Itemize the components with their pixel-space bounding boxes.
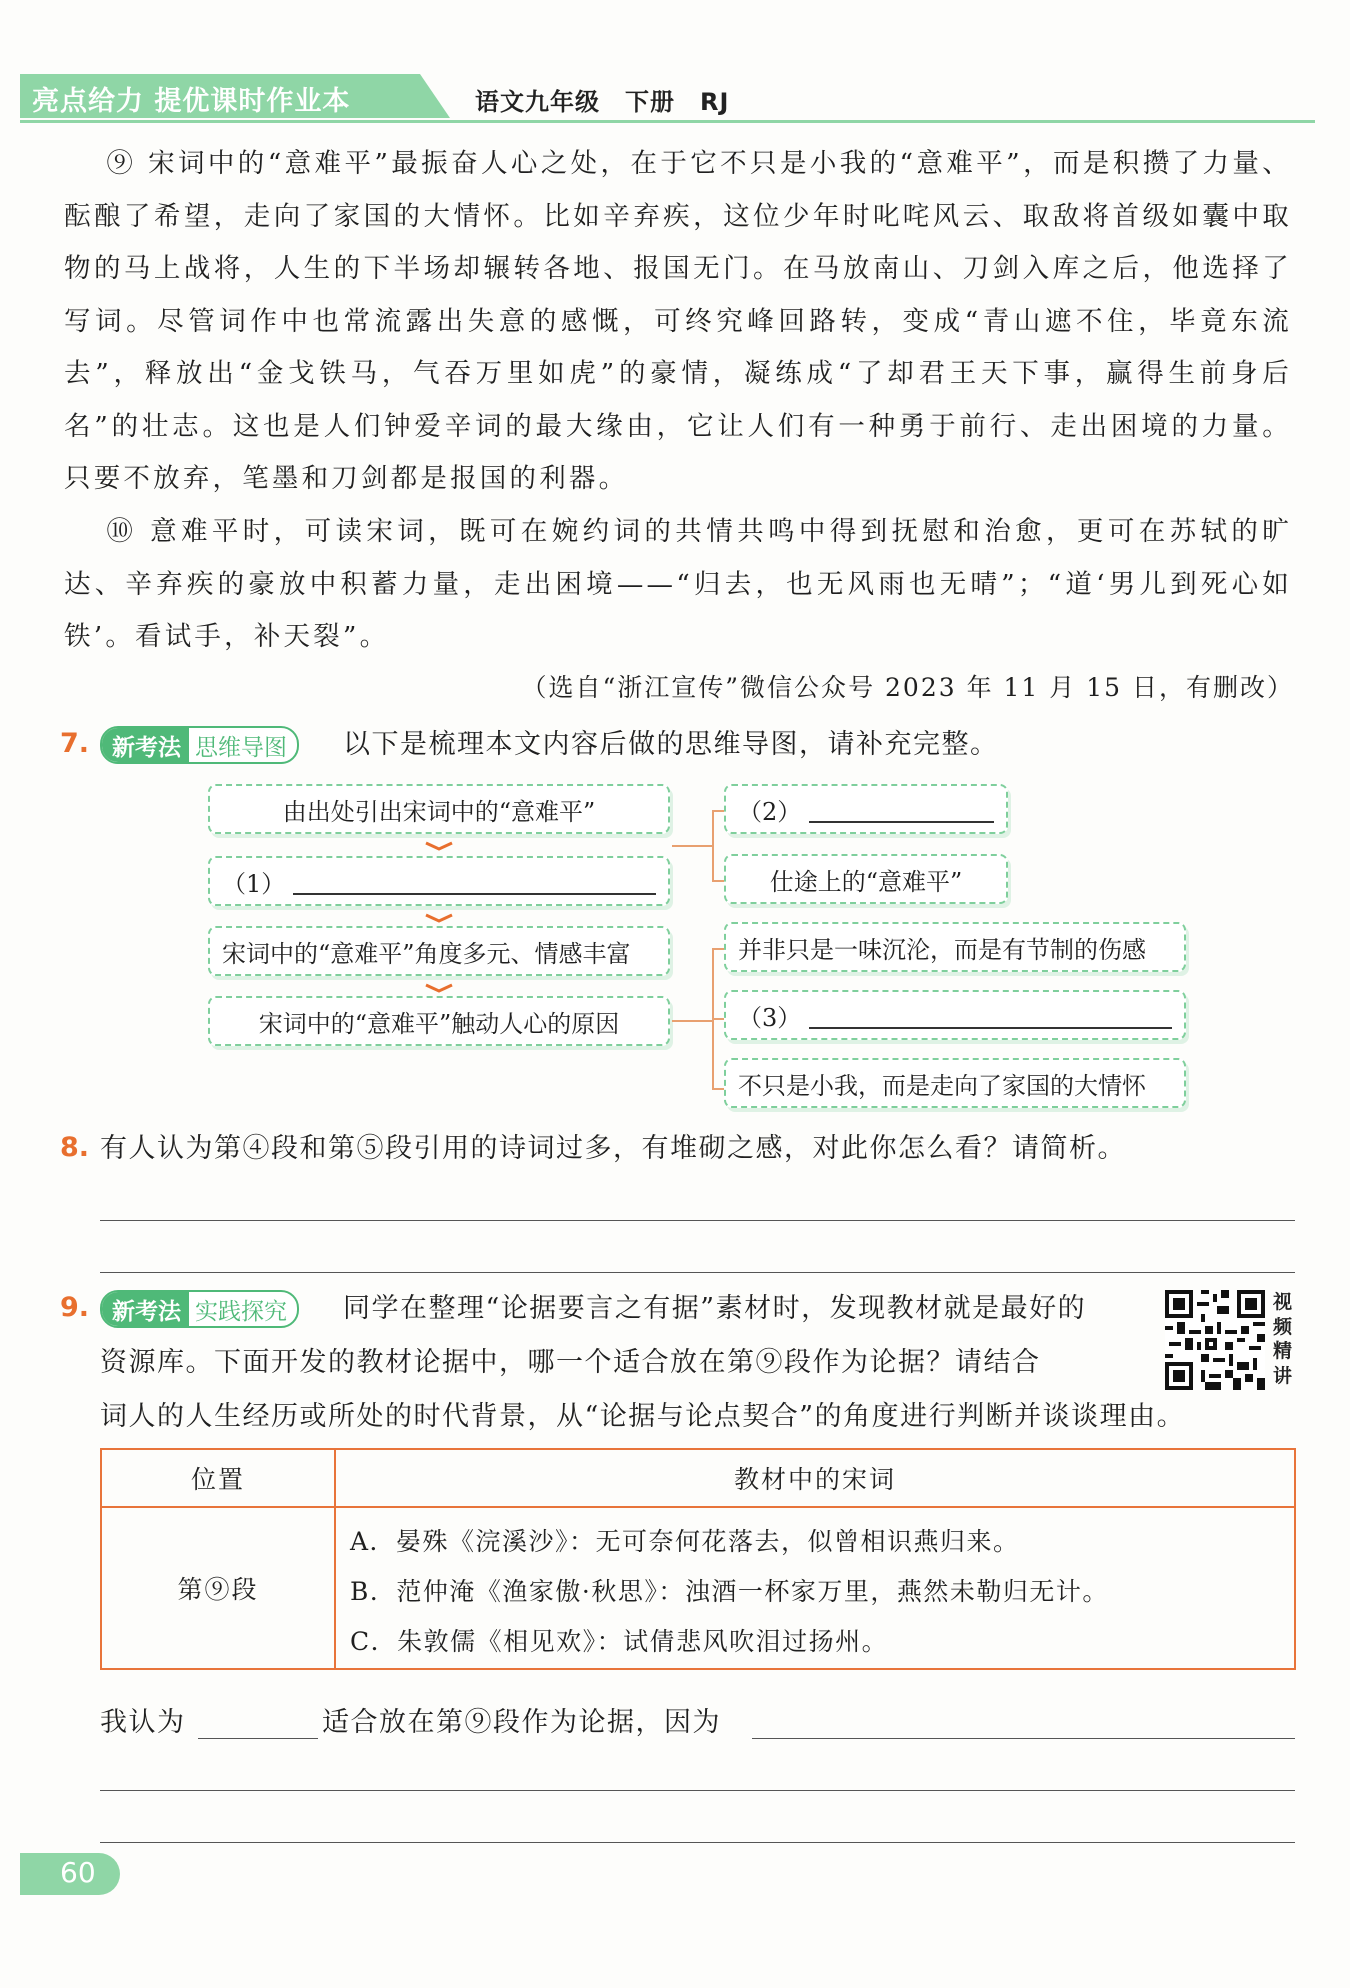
passage-paragraph-10: ⑩ 意难平时，可读宋词，既可在婉约词的共情共鸣中得到抚慰和治愈，更可在苏轼的旷达、辛弃疾的豪放中积蓄力量，走出困境——“归去，也无风雨也无晴”；“道‘男儿到死心如铁’。看试手，补天裂”。 xyxy=(64,516,1292,652)
qr-code-icon[interactable] xyxy=(1165,1290,1265,1390)
mindmap-left-4: 宋词中的“意难平”触动人心的原因 xyxy=(208,996,670,1046)
mindmap-left-1: 由出处引出宋词中的“意难平” xyxy=(208,784,670,834)
answer-line[interactable] xyxy=(100,1220,1295,1221)
mindmap-right-2: 仕途上的“意难平” xyxy=(724,854,1008,904)
question-9-line-2: 资源库。下面开发的教材论据中，哪一个适合放在第⑨段作为论据？请结合 xyxy=(100,1347,1041,1378)
question-8-text: 有人认为第④段和第⑤段引用的诗词过多，有堆砌之感，对此你怎么看？请简析。 xyxy=(100,1133,1126,1164)
qr-label: 视频精讲 xyxy=(1273,1291,1293,1387)
mindmap-left-2-blank[interactable] xyxy=(208,856,670,906)
answer-blank-reason[interactable] xyxy=(752,1738,1295,1739)
table-option-a: A．晏殊《浣溪沙》：无可奈何花落去，似曾相识燕归来。 xyxy=(350,1527,1020,1556)
bracket-bottom-tick-3 xyxy=(712,1088,724,1090)
tag-mindmap: 思维导图 xyxy=(195,734,287,761)
mindmap-left-2-label: （1） xyxy=(222,869,286,898)
question-7-tag xyxy=(100,726,299,764)
answer-blank-choice[interactable] xyxy=(198,1738,318,1739)
answer-blank-2[interactable] xyxy=(809,795,994,823)
answer-line[interactable] xyxy=(100,1790,1295,1791)
mindmap-right-4-blank[interactable] xyxy=(724,990,1186,1040)
mindmap-right-3: 并非只是一味沉沦，而是有节制的伤感 xyxy=(724,922,1186,972)
page-number: 60 xyxy=(60,1856,96,1889)
table-header-poems: 教材中的宋词 xyxy=(733,1465,896,1494)
question-9-line-1: 同学在整理“论据要言之有据”素材时，发现教材就是最好的 xyxy=(343,1293,1087,1324)
question-9-tag xyxy=(100,1290,299,1328)
tag-new-method: 新考法 xyxy=(102,1292,189,1326)
mindmap-right-1-blank[interactable] xyxy=(724,784,1008,834)
chevron-down-icon xyxy=(424,841,454,851)
bracket-top-tick-1 xyxy=(712,810,724,812)
question-9-line-3: 词人的人生经历或所处的时代背景，从“论据与论点契合”的角度进行判断并谈谈理由。 xyxy=(100,1401,1186,1432)
header-rule xyxy=(20,120,1315,123)
question-8-number: 8. xyxy=(60,1132,90,1163)
bracket-bottom-tick-2 xyxy=(712,1018,724,1020)
passage-source: （选自“浙江宣传”微信公众号 2023 年 11 月 15 日，有删改） xyxy=(521,673,1294,702)
mindmap-right-4-label: （3） xyxy=(738,1003,802,1032)
answer-line[interactable] xyxy=(100,1842,1295,1843)
bracket-bottom-tick-1 xyxy=(712,948,724,950)
question-9-number: 9. xyxy=(60,1292,90,1323)
table-cell-position: 第⑨段 xyxy=(177,1575,259,1604)
passage-paragraph-9: ⑨ 宋词中的“意难平”最振奋人心之处，在于它不只是小我的“意难平”，而是积攒了力量、酝酿了希望，走向了家国的大情怀。比如辛弃疾，这位少年时叱咤风云、取敌将首级如囊中取物的马上战将，人生的下半场却辗转各地、报国无门。在马放南山、刀剑入库之后，他选择了写词。尽管词作中也常流露出失意的感慨，可终究峰回路转，变成“青山遮不住，毕竟东流去”，释放出“金戈铁马，气吞万里如虎”的豪情，凝练成“了却君王天下事，赢得生前身后名”的壮志。这也是人们钟爱辛词的最大缘由，它让人们有一种勇于前行、走出困境的力量。只要不放弃，笔墨和刀剑都是报国的利器。 xyxy=(64,148,1292,494)
chevron-down-icon xyxy=(424,983,454,993)
tag-practice: 实践探究 xyxy=(195,1298,287,1325)
poem-table xyxy=(100,1448,1296,1670)
page-header xyxy=(20,70,1315,122)
mindmap-left-3: 宋词中的“意难平”角度多元、情感丰富 xyxy=(208,926,670,976)
header-banner-title: 亮点给力 提优课时作业本 xyxy=(32,86,351,117)
tag-new-method: 新考法 xyxy=(102,728,189,762)
table-header-position: 位置 xyxy=(190,1465,245,1494)
question-7-number: 7. xyxy=(60,728,90,759)
header-subtitle: 语文九年级 下册 RJ xyxy=(475,88,730,116)
answer-blank-3[interactable] xyxy=(809,1001,1172,1029)
mindmap-right-1-label: （2） xyxy=(738,797,802,826)
bracket-top xyxy=(712,810,714,880)
question-7-text: 以下是梳理本文内容后做的思维导图，请补充完整。 xyxy=(343,729,999,760)
chevron-down-icon xyxy=(424,913,454,923)
table-option-b: B．范仲淹《渔家傲·秋思》：浊酒一杯家万里，燕然未勒归无计。 xyxy=(350,1577,1109,1606)
bracket-top-connector xyxy=(672,845,712,847)
answer-prefix: 我认为 xyxy=(100,1707,186,1738)
table-option-c: C．朱敦儒《相见欢》：试倩悲风吹泪过扬州。 xyxy=(350,1627,889,1656)
bracket-top-tick-2 xyxy=(712,880,724,882)
bracket-bottom-connector xyxy=(672,1020,712,1022)
answer-middle: 适合放在第⑨段作为论据，因为 xyxy=(322,1707,721,1738)
answer-blank-1[interactable] xyxy=(293,867,656,895)
answer-line[interactable] xyxy=(100,1272,1295,1273)
mindmap-right-5: 不只是小我，而是走向了家国的大情怀 xyxy=(724,1058,1186,1108)
